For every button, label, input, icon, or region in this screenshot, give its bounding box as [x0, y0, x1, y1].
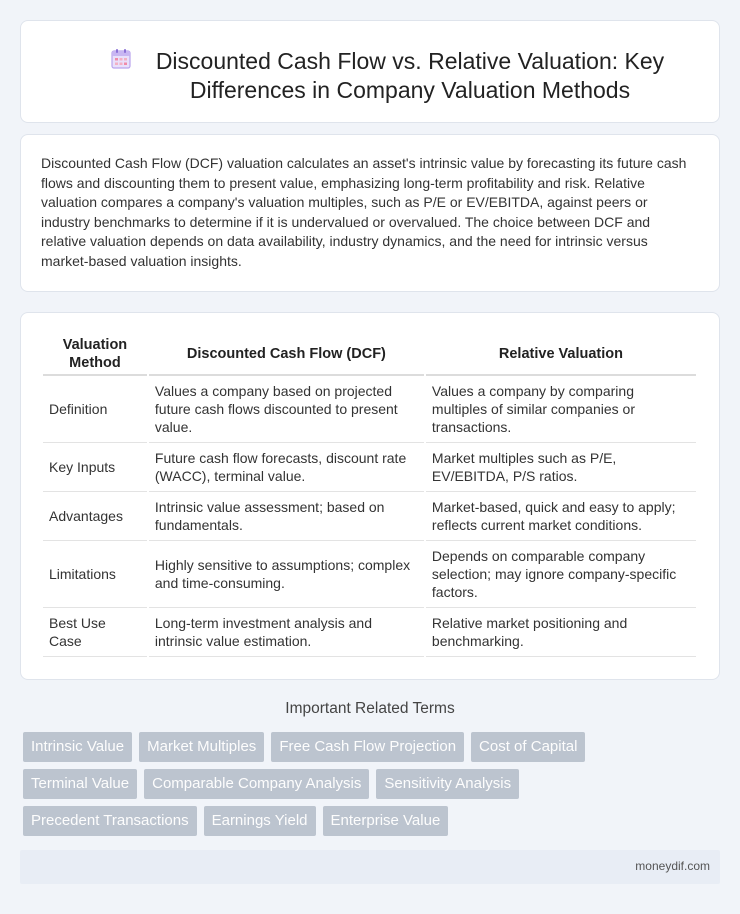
table-row	[43, 376, 696, 443]
dcf-cell: Intrinsic value assessment; based on fundamentals.	[149, 492, 424, 541]
row-label: Key Inputs	[43, 443, 147, 492]
table-row	[43, 541, 696, 608]
relative-cell: Market multiples such as P/E, EV/EBITDA, P/S ratios.	[426, 443, 696, 492]
related-term-tag[interactable]: Earnings Yield	[204, 806, 316, 836]
header-relative: Relative Valuation	[426, 333, 696, 376]
table-row	[43, 443, 696, 492]
comparison-table	[41, 333, 698, 657]
dcf-cell: Values a company based on projected future cash flows discounted to present value.	[149, 376, 424, 443]
related-term-tag[interactable]: Market Multiples	[139, 732, 264, 762]
related-term-tag[interactable]: Free Cash Flow Projection	[271, 732, 464, 762]
dcf-cell: Future cash flow forecasts, discount rate (WACC), terminal value.	[149, 443, 424, 492]
related-term-tag[interactable]: Terminal Value	[23, 769, 137, 799]
related-terms-list	[23, 732, 633, 836]
table-row	[43, 492, 696, 541]
header-valuation-method: Valuation Method	[43, 333, 147, 376]
related-term-tag[interactable]: Comparable Company Analysis	[144, 769, 369, 799]
related-term-tag[interactable]: Cost of Capital	[471, 732, 585, 762]
related-term-tag[interactable]: Sensitivity Analysis	[376, 769, 519, 799]
relative-cell: Market-based, quick and easy to apply; reflects current market conditions.	[426, 492, 696, 541]
related-term-tag[interactable]: Enterprise Value	[323, 806, 449, 836]
related-terms-heading: Important Related Terms	[285, 700, 455, 717]
table-header-row	[43, 333, 696, 376]
relative-cell: Values a company by comparing multiples of similar companies or transactions.	[426, 376, 696, 443]
row-label: Advantages	[43, 492, 147, 541]
relative-cell: Relative market positioning and benchmarking.	[426, 608, 696, 657]
row-label: Limitations	[43, 541, 147, 608]
comparison-table-card	[20, 312, 720, 680]
table-row	[43, 608, 696, 657]
row-label: Best Use Case	[43, 608, 147, 657]
summary-text: Discounted Cash Flow (DCF) valuation calculates an asset's intrinsic value by forecasting its future cash flows and discounting them to present value, emphasizing long-term profitability and risk. Relative valuation compares a company's valuation multiples, such as P/E or EV/EBITDA, against peers or industry benchmarks to determine if it is undervalued or overvalued. The choice between DCF and relative valuation depends on data availability, industry dynamics, and the need for intrinsic versus market-based valuation insights.	[41, 155, 687, 269]
page-title: Discounted Cash Flow vs. Relative Valuation: Key Differences in Company Valuation Methods	[155, 48, 665, 103]
related-term-tag[interactable]: Intrinsic Value	[23, 732, 132, 762]
relative-cell: Depends on comparable company selection; may ignore company-specific factors.	[426, 541, 696, 608]
dcf-cell: Long-term investment analysis and intrinsic value estimation.	[149, 608, 424, 657]
calendar-icon	[109, 47, 133, 71]
footer-site-link[interactable]: moneydif.com	[635, 859, 710, 873]
summary-card	[20, 134, 720, 292]
header-dcf: Discounted Cash Flow (DCF)	[149, 333, 424, 376]
footer	[20, 850, 720, 884]
related-term-tag[interactable]: Precedent Transactions	[23, 806, 197, 836]
dcf-cell: Highly sensitive to assumptions; complex and time-consuming.	[149, 541, 424, 608]
row-label: Definition	[43, 376, 147, 443]
title-card	[20, 20, 720, 123]
